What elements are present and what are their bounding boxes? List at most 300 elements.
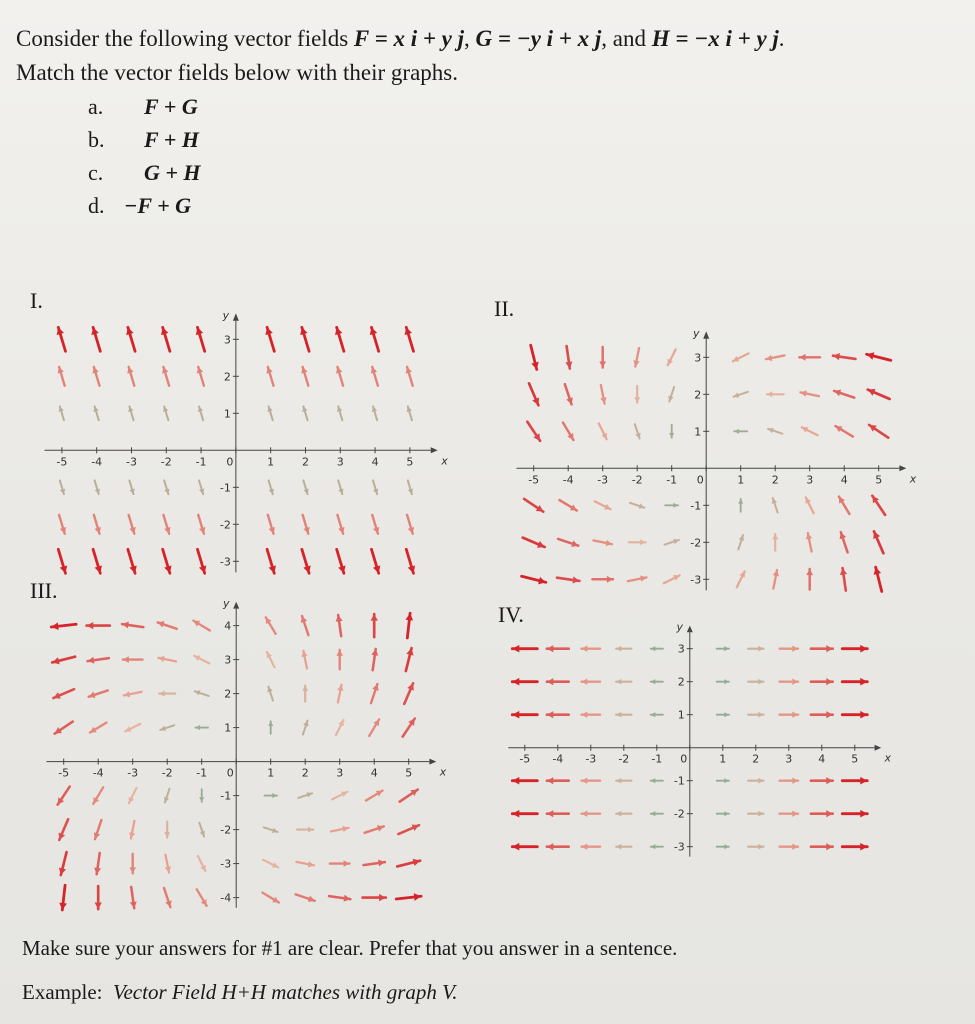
vector-arrow <box>87 657 108 664</box>
x-tick-label: -1 <box>196 766 207 780</box>
vector-arrow <box>303 515 310 534</box>
x-tick-label: -4 <box>552 752 564 766</box>
vector-arrow <box>634 386 640 403</box>
vector-arrow <box>799 354 820 361</box>
vector-arrow <box>163 549 172 573</box>
vector-arrow <box>599 347 606 368</box>
vector-arrow <box>748 778 763 784</box>
vector-arrow <box>369 720 379 737</box>
axes <box>516 327 916 590</box>
field-F-def: F = x i + y j <box>353 26 465 51</box>
vector-arrow <box>370 327 379 351</box>
vector-arrow <box>94 820 102 839</box>
y-tick-label: -3 <box>674 840 685 854</box>
x-tick-label: -3 <box>127 766 138 780</box>
x-tick-label: -2 <box>631 472 643 486</box>
vector-arrow <box>842 645 867 653</box>
vector-field-plot <box>505 619 892 863</box>
vector-arrow <box>301 651 307 669</box>
y-tick-label: 4 <box>223 619 231 633</box>
x-tick-label: 0 <box>680 752 688 766</box>
vector-arrow <box>164 789 170 803</box>
vector-arrow <box>768 428 782 434</box>
x-tick-label: 1 <box>266 766 274 780</box>
vector-arrow <box>396 894 421 902</box>
vector-arrow <box>198 515 205 534</box>
vector-arrow <box>811 711 833 718</box>
vector-arrow <box>301 616 309 635</box>
vector-arrow <box>811 843 833 850</box>
vector-arrow <box>297 827 313 833</box>
vector-arrow <box>406 367 413 386</box>
vector-arrow <box>527 421 540 440</box>
vector-arrow <box>664 539 678 545</box>
vector-arrow <box>93 367 100 386</box>
part-expression: F + G <box>144 94 198 119</box>
y-tick-label: -1 <box>674 774 685 788</box>
vector-arrow <box>126 327 135 351</box>
vector-arrow <box>563 422 573 439</box>
vector-arrow <box>717 844 729 849</box>
vector-arrow <box>872 495 885 514</box>
vector-arrow <box>616 778 631 784</box>
x-tick-label: -3 <box>585 752 597 766</box>
y-tick-label: 1 <box>693 424 701 438</box>
vector-arrow <box>408 480 413 494</box>
vector-arrow <box>336 367 343 386</box>
x-tick-label: -4 <box>91 454 103 468</box>
y-axis-label: y <box>222 597 230 611</box>
vector-arrow <box>124 692 142 698</box>
y-tick-label: -4 <box>220 891 231 905</box>
vector-arrow <box>405 614 413 639</box>
vector-arrow <box>599 423 607 439</box>
vector-arrow <box>547 645 569 652</box>
vector-arrow <box>600 385 606 404</box>
x-tick-label: 4 <box>840 472 848 486</box>
vector-arrow <box>767 391 784 397</box>
vector-arrow <box>839 532 847 552</box>
vector-arrow <box>873 531 883 553</box>
vector-arrow <box>199 823 205 837</box>
y-tick-label: 2 <box>223 687 231 701</box>
part-expression: G + H <box>144 160 201 185</box>
vector-arrow <box>868 389 890 399</box>
vector-arrow <box>264 793 277 798</box>
x-tick-label: 5 <box>406 454 414 468</box>
vector-arrow <box>523 537 545 547</box>
vector-arrow <box>130 887 137 908</box>
y-tick-label: 3 <box>677 642 685 656</box>
vector-arrow <box>748 679 763 685</box>
vector-arrow <box>565 384 573 404</box>
vector-arrow <box>86 622 109 629</box>
vector-arrow <box>165 855 171 873</box>
vector-arrow <box>633 348 639 367</box>
vector-arrow <box>372 406 377 420</box>
vector-arrow <box>164 515 171 534</box>
y-tick-label: -2 <box>220 517 231 531</box>
vector-arrow <box>94 406 99 420</box>
vector-arrow <box>668 387 674 401</box>
vector-arrow <box>405 327 414 351</box>
x-tick-label: -5 <box>56 454 68 468</box>
vector-arrow <box>833 353 855 360</box>
vector-arrow <box>635 424 641 438</box>
y-tick-label: -2 <box>220 823 231 837</box>
vector-arrow <box>370 614 377 637</box>
vector-arrow <box>123 657 143 664</box>
vector-arrow <box>197 367 204 386</box>
x-tick-label: -1 <box>666 472 677 486</box>
x-axis-label: x <box>909 471 917 485</box>
vector-arrow <box>335 327 344 351</box>
x-tick-label: 3 <box>335 766 343 780</box>
vector-arrow <box>157 622 176 630</box>
vector-arrow <box>582 679 601 685</box>
vector-arrow <box>366 791 383 801</box>
vector-arrow <box>738 499 743 512</box>
vector-arrow <box>780 844 799 850</box>
graph-III-vector-field <box>43 595 447 915</box>
vector-arrow <box>595 501 611 509</box>
vector-arrow <box>616 844 631 850</box>
y-tick-label: 1 <box>223 721 231 735</box>
vector-arrow <box>835 426 852 436</box>
vector-arrow <box>199 790 204 803</box>
vector-arrow <box>866 352 890 360</box>
y-tick-label: 3 <box>693 350 701 364</box>
graph-I-vector-field <box>41 306 448 580</box>
vector-arrow <box>94 853 101 874</box>
example-label: Example: <box>22 980 103 1004</box>
vector-field-plot <box>513 324 917 598</box>
vector-arrow <box>616 811 631 817</box>
vector-arrow <box>262 893 279 903</box>
vector-arrow <box>616 712 631 718</box>
vector-arrow <box>766 355 785 361</box>
y-tick-label: -2 <box>674 807 685 821</box>
vector-arrow <box>266 327 275 351</box>
vector-arrow <box>669 425 674 438</box>
vector-arrow <box>373 480 378 494</box>
y-tick-label: 3 <box>223 332 231 346</box>
vector-arrow <box>302 549 311 573</box>
vector-arrow <box>93 549 102 573</box>
vector-arrow <box>802 427 818 435</box>
vector-arrow <box>717 712 729 717</box>
vector-arrow <box>406 549 415 573</box>
vector-arrow <box>337 685 343 703</box>
x-tick-label: 1 <box>736 472 744 486</box>
x-tick-label: 5 <box>851 752 859 766</box>
y-tick-label: 3 <box>223 653 231 667</box>
part-label: c. <box>88 160 104 185</box>
vector-arrow <box>54 722 72 734</box>
vector-arrow <box>52 657 75 665</box>
y-tick-label: -1 <box>220 789 231 803</box>
x-tick-label: 0 <box>226 766 234 780</box>
axes <box>46 597 446 908</box>
vector-arrow <box>717 811 729 816</box>
vector-arrow <box>127 367 134 386</box>
vector-arrow <box>267 687 273 701</box>
part-label: d. <box>88 193 105 218</box>
vector-arrow <box>302 686 308 702</box>
x-axis-label: x <box>439 765 447 779</box>
vector-arrow <box>94 515 101 534</box>
vector-arrow <box>337 406 342 420</box>
graph-IV-vector-field <box>505 619 892 863</box>
vector-arrow <box>268 515 275 534</box>
vector-arrow <box>842 810 867 818</box>
vector-arrow <box>161 327 170 351</box>
vector-arrow <box>59 406 64 420</box>
x-tick-label: -2 <box>160 454 172 468</box>
vector-arrow <box>129 515 136 534</box>
y-tick-label: -3 <box>220 857 231 871</box>
vector-arrow <box>338 480 343 494</box>
vector-arrow <box>266 618 276 635</box>
vector-arrow <box>57 327 66 351</box>
vector-arrow <box>164 480 169 494</box>
y-tick-label: -3 <box>690 572 701 586</box>
vector-arrow <box>529 383 539 405</box>
vector-arrow <box>129 854 136 874</box>
vector-arrow <box>842 678 867 686</box>
vector-arrow <box>651 844 663 849</box>
y-axis-label: y <box>676 620 684 634</box>
vector-arrow <box>335 615 342 636</box>
y-tick-label: 1 <box>677 708 685 722</box>
vector-arrow <box>160 726 174 732</box>
x-tick-label: -3 <box>126 454 138 468</box>
vector-arrow <box>592 576 613 583</box>
x-tick-label: 0 <box>696 472 704 486</box>
vector-arrow <box>834 389 854 397</box>
vector-arrow <box>129 821 135 839</box>
vector-arrow <box>524 499 543 512</box>
vector-arrow <box>748 712 763 718</box>
vector-arrow <box>336 650 343 670</box>
vector-arrow <box>407 515 414 534</box>
vector-arrow <box>88 691 107 699</box>
question-and: and <box>612 26 647 51</box>
vector-arrow <box>773 570 779 589</box>
vector-arrow <box>268 406 273 420</box>
vector-arrow <box>198 856 206 871</box>
x-tick-label: 2 <box>771 472 779 486</box>
question-line-2: Match the vector fields below with their graphs. <box>16 60 458 85</box>
vector-arrow <box>330 861 350 868</box>
axes <box>45 309 449 572</box>
vector-arrow <box>869 425 888 438</box>
y-tick-label: 2 <box>693 387 701 401</box>
vector-arrow <box>198 549 207 573</box>
vector-arrow <box>264 828 278 834</box>
x-axis-label: x <box>884 751 892 765</box>
vector-arrow <box>738 535 744 549</box>
x-tick-label: 4 <box>371 454 379 468</box>
vector-arrow <box>842 777 867 785</box>
vector-arrow <box>565 346 572 368</box>
part-label: b. <box>88 127 105 152</box>
graph-II-vector-field <box>513 324 917 598</box>
vector-arrow <box>371 367 378 386</box>
vector-arrow <box>842 711 867 719</box>
x-tick-label: 5 <box>404 766 412 780</box>
vector-arrow <box>582 811 601 817</box>
vector-arrow <box>547 843 569 850</box>
vector-arrow <box>402 719 414 737</box>
vector-arrow <box>59 886 67 911</box>
vector-arrow <box>267 549 276 573</box>
vector-arrow <box>267 367 274 386</box>
vector-arrow <box>337 549 346 573</box>
vector-arrow <box>780 778 799 784</box>
vector-arrow <box>547 711 569 718</box>
vector-arrow <box>198 406 203 420</box>
vector-arrow <box>717 646 729 651</box>
y-axis-label: y <box>692 326 700 340</box>
vector-arrow <box>811 810 833 817</box>
vector-arrow <box>616 646 631 652</box>
vector-arrow <box>399 790 417 802</box>
vector-arrow <box>302 406 307 420</box>
question-line-1: Consider the following vector fields F = x i + y j, G = −y i + x j, and H = −x i + y j. <box>16 26 785 51</box>
vector-arrow <box>53 690 74 700</box>
vector-arrow <box>582 646 601 652</box>
vector-arrow <box>162 367 169 386</box>
x-tick-label: -1 <box>195 454 207 468</box>
x-tick-label: 5 <box>874 472 882 486</box>
y-tick-label: -2 <box>690 535 701 549</box>
vector-arrow <box>338 515 345 534</box>
x-tick-label: 3 <box>785 752 793 766</box>
vector-arrow <box>734 428 747 433</box>
vector-arrow <box>547 777 569 784</box>
graph-label-IV: IV. <box>498 602 524 627</box>
vector-arrow <box>92 327 101 351</box>
vector-arrow <box>125 724 140 732</box>
x-tick-label: 2 <box>752 752 760 766</box>
x-tick-label: -5 <box>58 766 69 780</box>
vector-arrow <box>57 787 69 805</box>
vector-arrow <box>60 480 65 494</box>
x-tick-label: 3 <box>805 472 813 486</box>
vector-arrow <box>628 575 647 581</box>
vector-arrow <box>582 778 601 784</box>
x-tick-label: -3 <box>597 472 608 486</box>
part-expression: F + H <box>144 127 199 152</box>
vector-arrow <box>806 569 813 590</box>
vector-arrow <box>128 549 137 573</box>
part-b <box>88 127 199 153</box>
vector-arrow <box>58 367 65 386</box>
vector-arrow <box>805 497 813 513</box>
vector-arrow <box>364 826 383 834</box>
vector-arrow <box>772 534 778 551</box>
vector-arrow <box>651 646 663 651</box>
x-tick-label: 1 <box>719 752 727 766</box>
vector-arrow <box>372 515 379 534</box>
vector-arrow <box>362 894 385 901</box>
vector-arrow <box>300 327 309 351</box>
y-tick-label: 2 <box>677 675 685 689</box>
instructions-text: Make sure your answers for #1 are clear. Prefer that you answer in a sentence. <box>22 936 678 960</box>
vector-arrow <box>651 712 663 717</box>
vector-arrow <box>159 691 175 697</box>
field-G-def: G = −y i + x j <box>475 26 602 51</box>
vector-arrow <box>667 349 675 365</box>
y-tick-label: -1 <box>220 480 231 494</box>
vector-arrow <box>363 860 384 867</box>
vector-field-plot <box>41 306 448 580</box>
y-tick-label: 1 <box>223 406 231 420</box>
vector-arrow <box>128 788 136 803</box>
vector-arrow <box>268 722 273 735</box>
x-tick-label: 4 <box>818 752 826 766</box>
vector-arrow <box>717 778 729 783</box>
y-axis-label: y <box>222 308 230 322</box>
vector-arrow <box>558 539 578 547</box>
vector-arrow <box>733 353 749 361</box>
vector-arrow <box>199 480 204 494</box>
x-tick-label: 4 <box>370 766 378 780</box>
vector-arrow <box>51 623 76 631</box>
part-expression: −F + G <box>124 193 192 218</box>
vector-arrow <box>94 886 101 909</box>
vector-arrow <box>512 810 537 818</box>
vector-arrow <box>873 567 881 591</box>
field-H-def: H = −x i + y j <box>651 26 779 51</box>
x-tick-label: -4 <box>562 472 574 486</box>
vector-arrow <box>404 684 414 705</box>
vector-arrow <box>193 621 210 631</box>
vector-arrow <box>521 576 545 584</box>
x-tick-label: -2 <box>618 752 630 766</box>
vector-arrow <box>122 622 143 629</box>
x-tick-label: 0 <box>226 454 234 468</box>
graph-label-III: III. <box>30 578 58 603</box>
vector-arrow <box>303 721 309 735</box>
vector-arrow <box>128 406 133 420</box>
vector-arrow <box>547 678 569 685</box>
vector-arrow <box>811 645 833 652</box>
y-tick-label: 2 <box>223 369 231 383</box>
x-tick-label: 2 <box>301 766 309 780</box>
vector-arrow <box>651 679 663 684</box>
vector-arrow <box>582 712 601 718</box>
vector-arrow <box>842 843 867 851</box>
vector-arrow <box>748 811 763 817</box>
vector-arrow <box>780 811 799 817</box>
vector-arrow <box>332 792 347 800</box>
vector-arrow <box>90 723 107 733</box>
vector-arrow <box>547 810 569 817</box>
vector-arrow <box>263 860 278 868</box>
vector-arrow <box>616 679 631 685</box>
vector-arrow <box>58 549 67 573</box>
vector-arrow <box>329 895 350 902</box>
part-label: a. <box>88 94 104 119</box>
vector-arrow <box>557 576 579 583</box>
x-tick-label: 1 <box>267 454 275 468</box>
vector-arrow <box>806 533 812 552</box>
graph-label-II: II. <box>494 296 515 321</box>
vector-arrow <box>512 645 537 653</box>
vector-arrow <box>197 890 207 907</box>
